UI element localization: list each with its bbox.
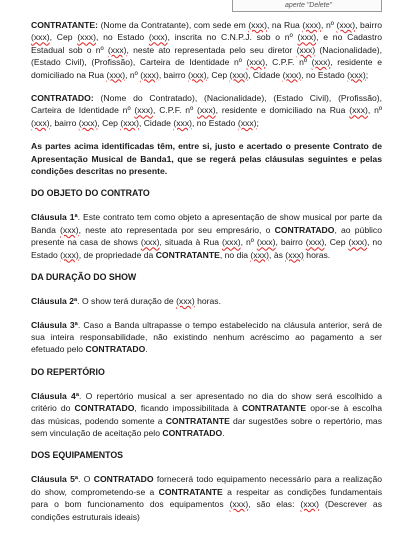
placeholder-field: (xxx) [60, 224, 79, 235]
placeholder-field: (xxx) [248, 20, 267, 30]
text-run: , na Rua [266, 20, 303, 30]
instruction-note [232, 0, 382, 12]
placeholder-field: (xxx) [106, 69, 126, 80]
text-run: DA DURAÇÃO DO SHOW [31, 272, 137, 283]
placeholder-field: (xxx) [229, 499, 249, 510]
text-run: , bairro [49, 117, 79, 128]
placeholder-field: (xxx) [349, 105, 368, 116]
placeholder-field: (xxx) [237, 117, 257, 128]
bold-text: Cláusula 3ª [31, 319, 78, 330]
text-run: ; [256, 117, 259, 128]
text-run: , nº [321, 20, 337, 30]
bold-text: CONTRATANTE: [31, 20, 98, 30]
text-run: , no Estado [95, 32, 149, 43]
bold-text: CONTRATADO [162, 427, 223, 438]
text-run: . Caso a Banda ultrapasse o tempo estabelecido na cláusula anterior, será de sua inteira responsabilidade, não existindo nenhum acréscimo ao pagamento a ser efetuado pelo [31, 319, 382, 355]
text-run: . [222, 427, 225, 438]
placeholder-field: (xxx) [221, 237, 241, 248]
placeholder-field: (xxx) [140, 69, 159, 80]
text-run: , Cep [206, 69, 230, 80]
placeholder-field: (xxx) [173, 117, 192, 128]
paragraph-partes [31, 140, 382, 177]
contract-body [31, 19, 382, 534]
paragraph-c5 [31, 473, 382, 523]
bold-text: CONTRATADO [74, 403, 135, 414]
text-run: horas. [303, 249, 331, 260]
text-run: . Este contrato tem como objeto a apresentação de show musical por parte da Banda [31, 212, 382, 235]
text-run: , às [269, 249, 286, 260]
text-run: . O repertório musical a ser apresentado no dia do show será escolhido a critério do [31, 390, 382, 414]
text-run: , Cep [324, 237, 349, 248]
bold-text: Cláusula 1ª [31, 212, 78, 223]
bold-text: As partes acima identificadas têm, entre si, justo e acertado o presente Contrato de Apresentação Musical de Banda1, que se regerá pelas cláusulas seguintes e pelas condições descritas no presente. [31, 141, 382, 177]
text-run: , Cidade [138, 117, 174, 128]
text-run: DO REPERTÓRIO [31, 366, 105, 377]
bold-text: Cláusula 2ª [31, 296, 78, 307]
paragraph-c1 [31, 211, 382, 261]
bold-text: CONTRATANTE [242, 403, 307, 414]
text-run: dar sugestões sobre o repertório, mas sem vinculação de aceitação pelo [31, 415, 382, 438]
text-run: , nº [125, 69, 141, 80]
text-run: (Nome do Contratado), (Nacionalidade), (Estado Civil), (Profissão), Carteira de Identidade nº [31, 93, 382, 116]
paragraph-c2 [31, 295, 382, 307]
text-run: , bairro [275, 237, 306, 248]
text-run: . O show terá duração de [77, 296, 177, 307]
placeholder-field: (xxx) [229, 69, 249, 80]
text-run: , inscrita no C.N.P.J. sob o nº [167, 32, 298, 43]
text-run: , no Estado [191, 117, 238, 128]
placeholder-field: (xxx) [176, 296, 195, 307]
text-run: (Nome da Contratante), com sede em [98, 20, 249, 30]
bold-text: CONTRATANTE [165, 415, 230, 426]
text-run: a respeitar as condições fundamentais para o bom funcionamento dos equipamentos [31, 486, 382, 510]
text-run: , residente e domiciliado na Rua [31, 57, 382, 80]
section-heading-h_equip [31, 450, 382, 461]
bold-text: Cláusula 4ª [31, 390, 80, 401]
placeholder-field: (xxx) [348, 237, 368, 248]
placeholder-field: (xxx) [311, 57, 331, 68]
text-run: . O [78, 474, 94, 485]
placeholder-field: (xxx) [60, 249, 79, 260]
text-run: , no Estado [31, 237, 382, 260]
placeholder-field: (xxx) [300, 499, 320, 510]
text-run: , são elas: [248, 499, 301, 510]
section-heading-h_repertorio [31, 367, 382, 378]
text-run: DOS EQUIPAMENTOS [31, 450, 124, 461]
text-run: , neste ato representada pelo seu diretor [126, 44, 297, 55]
placeholder-field: (xxx) [187, 69, 207, 80]
placeholder-field: (xxx) [256, 237, 276, 248]
text-run: , ficando impossibilitada à [134, 403, 243, 414]
text-run: , ao público presente na casa de shows [31, 224, 382, 248]
text-run: , Cep [49, 32, 78, 43]
placeholder-field: (xxx) [148, 32, 168, 43]
placeholder-field: (xxx) [347, 69, 366, 80]
placeholder-field: (xxx) [31, 117, 50, 128]
placeholder-field: (xxx) [336, 20, 356, 30]
text-run: , bairro [355, 20, 383, 30]
text-run: , no Estado [301, 69, 348, 80]
text-run: (Descrever as condições estruturais ideais) [31, 499, 383, 522]
paragraph-c4 [31, 390, 382, 440]
placeholder-field: (xxx) [305, 237, 325, 248]
text-run: opor-se à escolha das músicas, podendo somente a [31, 403, 382, 426]
note-line: aperte "Delete" [285, 2, 332, 9]
text-run: , nº [240, 237, 257, 248]
text-run: fornecerá todo equipamento necessário para a realização do show, comprometendo-se a [31, 474, 382, 497]
placeholder-field: (xxx) [78, 117, 98, 128]
paragraph-contratante [31, 19, 382, 81]
placeholder-field: (xxx) [302, 20, 321, 30]
text-run: , C.P.F. nº [153, 105, 198, 116]
placeholder-field: (xxx) [197, 105, 216, 116]
text-run: , bairro [158, 69, 188, 80]
text-run: , nº [367, 105, 382, 116]
text-run: DO OBJETO DO CONTRATO [31, 188, 150, 199]
section-heading-h_objeto [31, 188, 382, 199]
placeholder-field: (xxx) [285, 249, 304, 260]
placeholder-field: (xxx) [250, 249, 270, 260]
text-run: ; [365, 69, 369, 80]
bold-text: CONTRATADO [274, 224, 335, 235]
text-run: , residente e domiciliado na Rua [215, 105, 350, 116]
placeholder-field: (xxx) [134, 105, 154, 116]
section-heading-h_duracao [31, 272, 382, 283]
placeholder-field: (xxx) [246, 57, 266, 68]
placeholder-field: (xxx) [140, 237, 160, 248]
text-run: , e no Cadastro Estadual sob o nº [31, 32, 382, 55]
text-run: , Cep [97, 117, 121, 128]
paragraph-c3 [31, 319, 382, 356]
bold-text: CONTRATADO [93, 474, 154, 485]
text-run: , situada à Rua [159, 237, 222, 248]
placeholder-field: (xxx) [296, 44, 316, 55]
bold-text: CONTRATANTE [158, 486, 223, 497]
text-run: , C.P.F. nº [265, 57, 312, 68]
text-run: (Nacionalidade), (Estado Civil), (Profissão), Carteira de Identidade nº [31, 44, 382, 68]
paragraph-contratado [31, 92, 382, 129]
text-run: , Cidade [248, 69, 283, 80]
text-run: . [145, 344, 148, 355]
bold-text: CONTRATADO [85, 344, 146, 355]
placeholder-field: (xxx) [120, 117, 139, 128]
text-run: , de propriedade da [78, 249, 156, 260]
placeholder-field: (xxx) [77, 32, 96, 43]
text-run: , no dia [219, 249, 251, 260]
bold-text: CONTRATADO: [31, 93, 94, 104]
bold-text: Cláusula 5ª [31, 474, 79, 485]
text-run: , neste ato representada por seu empresário, o [78, 224, 275, 235]
placeholder-field: (xxx) [282, 69, 302, 80]
placeholder-field: (xxx) [107, 44, 127, 55]
placeholder-field: (xxx) [31, 32, 50, 43]
text-run: horas. [194, 296, 221, 307]
bold-text: CONTRATANTE [155, 249, 220, 260]
placeholder-field: (xxx) [297, 32, 317, 43]
